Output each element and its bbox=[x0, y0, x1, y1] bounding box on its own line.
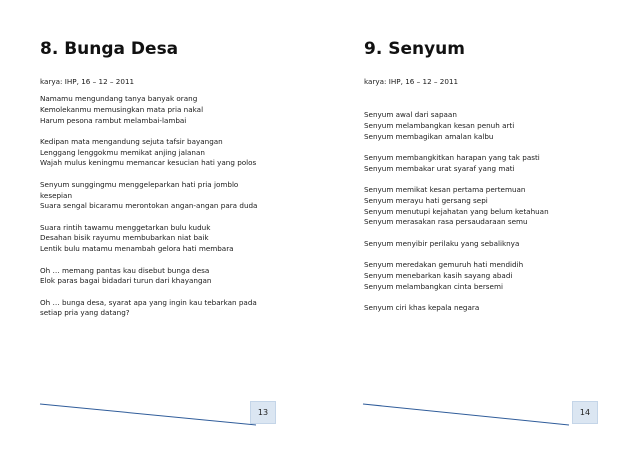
stanza bbox=[40, 94, 257, 126]
poem-line: Harum pesona rambut melambai-lambai bbox=[40, 115, 187, 125]
poem-line: Senyum membangkitkan harapan yang tak pasti bbox=[364, 152, 540, 162]
poem-line: Senyum menebarkan kasih sayang abadi bbox=[364, 270, 513, 280]
poem-title: 9. Senyum bbox=[364, 39, 465, 59]
poem-line: Senyum merasakan rasa persaudaraan semu bbox=[364, 217, 528, 227]
poem-line: Lenggang lenggokmu memikat anjing jalanan bbox=[40, 147, 205, 157]
stanza bbox=[364, 303, 549, 314]
poem-line: Senyum membakar urat syaraf yang mati bbox=[364, 163, 515, 173]
poem-line: Suara sengal bicaramu merontokan angan-angan para duda bbox=[40, 201, 258, 211]
stanza bbox=[40, 223, 257, 255]
poem-line: Senyum melambangkan kesan penuh arti bbox=[364, 120, 515, 130]
page-number: 13 bbox=[250, 401, 276, 424]
poem-line: Elok paras bagai bidadari turun dari khayangan bbox=[40, 276, 212, 286]
poem-line: Kemolekanmu memusingkan mata pria nakal bbox=[40, 104, 204, 114]
poem-line: Senyum memikat kesan pertama pertemuan bbox=[364, 184, 526, 194]
poem-line: Oh … memang pantas kau disebut bunga desa bbox=[40, 265, 210, 275]
poem-line: Desahan bisik rayumu membubarkan niat baik bbox=[40, 233, 209, 243]
stanza bbox=[364, 110, 549, 142]
poem-line: Senyum ciri khas kepala negara bbox=[364, 302, 480, 312]
page-number: 14 bbox=[572, 401, 598, 424]
poem-line: Namamu mengundang tanya banyak orang bbox=[40, 94, 198, 103]
right-page bbox=[319, 0, 638, 451]
poem-line: Senyum menyibir perilaku yang sebaliknya bbox=[364, 238, 520, 248]
stanza bbox=[40, 298, 257, 320]
poem-author: karya: IHP, 16 – 12 – 2011 bbox=[40, 77, 135, 86]
stanza bbox=[40, 266, 257, 288]
poem-line: Oh … bunga desa, syarat apa yang ingin kau tebarkan pada bbox=[40, 297, 257, 307]
poem-title: 8. Bunga Desa bbox=[40, 39, 179, 59]
poem-line: Senyum menutupi kejahatan yang belum ketahuan bbox=[364, 206, 549, 216]
stanza bbox=[40, 137, 257, 169]
poem-line: Suara rintih tawamu menggetarkan bulu kuduk bbox=[40, 222, 211, 232]
poem-line: Wajah mulus keningmu memancar kesucian hati yang polos bbox=[40, 158, 257, 168]
poem-line: Lentik bulu matamu menambah gelora hati membara bbox=[40, 244, 234, 254]
poem-line: kesepian bbox=[40, 190, 73, 200]
poem-line: Senyum sunggingmu menggeleparkan hati pria jomblo bbox=[40, 179, 239, 189]
stanza bbox=[364, 260, 549, 292]
poem-line: Senyum melambangkan cinta bersemi bbox=[364, 281, 503, 291]
stanza bbox=[364, 153, 549, 175]
poem-line: Senyum merayu hati gersang sepi bbox=[364, 195, 488, 205]
stanza bbox=[364, 239, 549, 250]
poem-line: Senyum membagikan amalan kalbu bbox=[364, 131, 494, 141]
poem-line: Senyum awal dari sapaan bbox=[364, 110, 457, 119]
poem-body bbox=[364, 110, 549, 324]
poem-line: Senyum meredakan gemuruh hati mendidih bbox=[364, 259, 524, 269]
poem-line: setiap pria yang datang? bbox=[40, 308, 130, 318]
poem-author: karya: IHP, 16 – 12 – 2011 bbox=[364, 77, 459, 86]
poem-body bbox=[40, 94, 257, 330]
poem-line: Kedipan mata mengandung sejuta tafsir bayangan bbox=[40, 136, 223, 146]
stanza bbox=[40, 180, 257, 212]
stanza bbox=[364, 185, 549, 228]
